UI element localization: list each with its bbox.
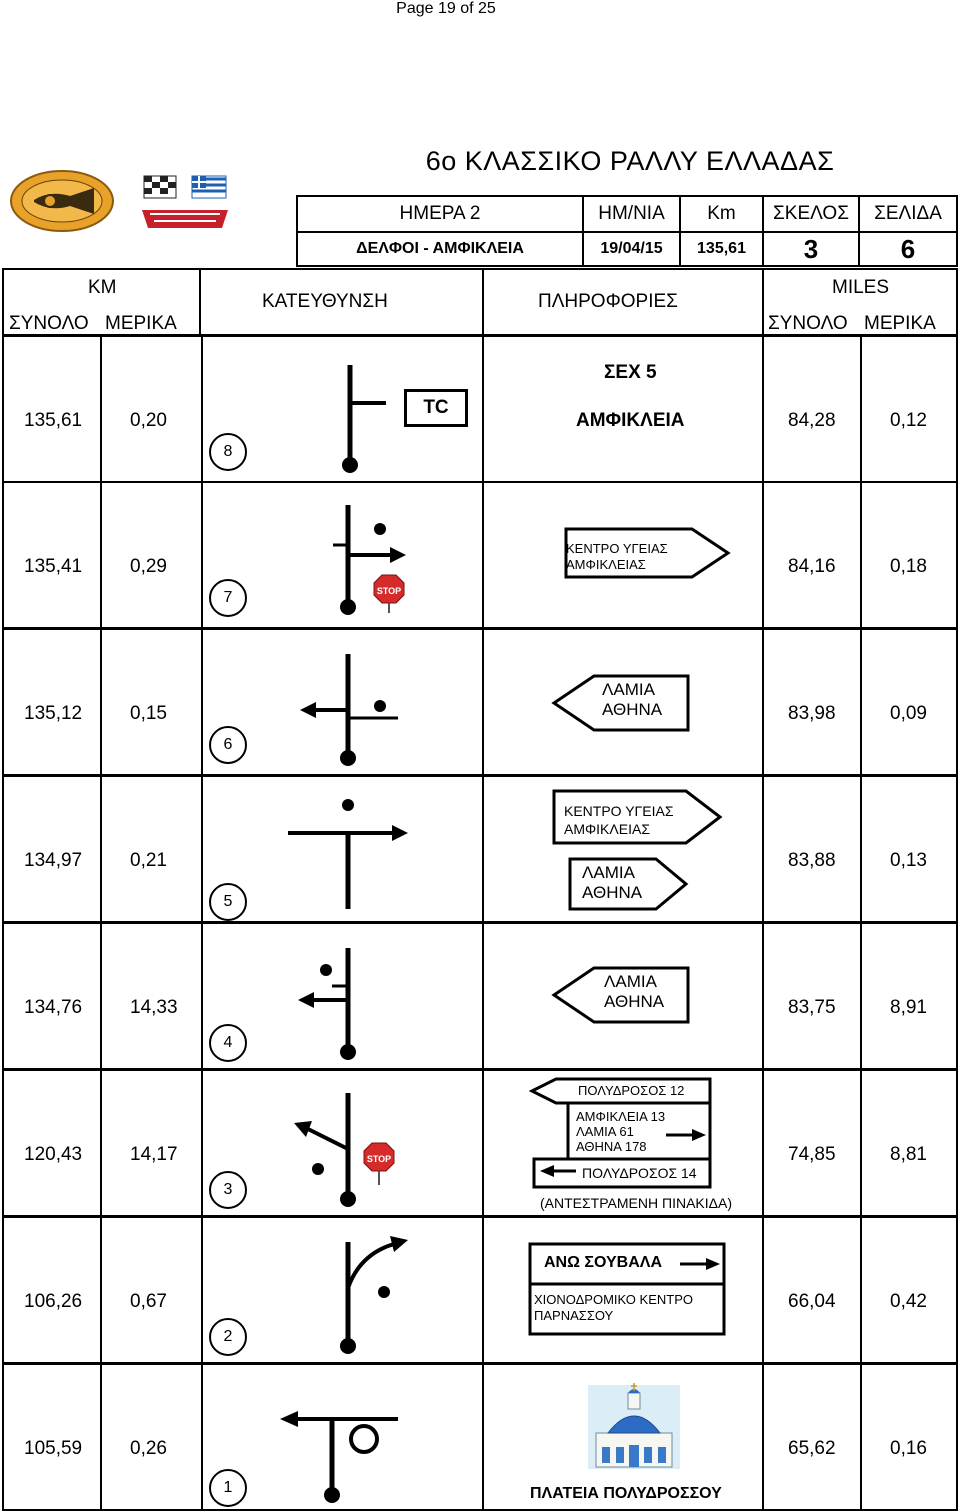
miles-partial: 8,81 — [890, 1144, 927, 1165]
km-total: 135,61 — [24, 410, 83, 431]
miles-partial: 0,42 — [890, 1291, 927, 1312]
miles-partial: 8,91 — [890, 997, 927, 1018]
sign-text: ΧΙΟΝΟΔΡΟΜΙΚΟ ΚΕΝΤΡΟ — [534, 1292, 693, 1307]
tulip-diagram — [214, 924, 474, 1064]
km-header: KM — [88, 277, 117, 298]
step-badge: 8 — [209, 433, 247, 471]
km-total: 120,43 — [24, 1144, 83, 1165]
sign-text: ΑΘΗΝΑ — [604, 992, 665, 1011]
document-title: 6o ΚΛΑΣΣΙΚΟ ΡΑΛΛΥ ΕΛΛΑΔΑΣ — [425, 146, 835, 176]
caption-text: ΠΛΑΤΕΙΑ ΠΟΛΥΔΡΟΣΣΟΥ — [530, 1485, 722, 1502]
sign-text: ΑΜΦΙΚΛΕΙΑ 13 — [576, 1109, 666, 1124]
svg-text:STOP: STOP — [376, 586, 402, 596]
step-badge: 1 — [209, 1469, 247, 1507]
sign-text: ΛΑΜΙΑ — [604, 972, 657, 991]
club-logo-left — [10, 170, 116, 232]
miles-total: 83,98 — [788, 703, 836, 724]
miles-total: 83,88 — [788, 850, 836, 871]
sign-text: ΑΘΗΝΑ 178 — [576, 1139, 647, 1154]
roadbook-grid — [2, 336, 958, 1510]
note-text: (ΑΝΤΕΣΤΡΑΜΕΝΗ ΠΙΝΑΚΙΔΑ) — [540, 1195, 732, 1211]
page-label: ΣΕΛΙΔΑ — [858, 197, 956, 231]
miles-total: 66,04 — [788, 1291, 836, 1312]
tulip-diagram — [214, 630, 474, 770]
roadbook-row — [2, 482, 958, 629]
sign-text: ΠΟΛΥΔΡΟΣΟΣ 14 — [582, 1165, 697, 1181]
church-icon — [588, 1385, 680, 1469]
sign-text: ΑΘΗΝΑ — [582, 883, 643, 902]
roadbook-row — [2, 776, 958, 923]
tulip-diagram — [214, 1218, 474, 1358]
sign-text: ΠΑΡΝΑΣΣΟΥ — [534, 1308, 614, 1323]
time-control-box: TC — [404, 389, 468, 427]
km-partial: 0,21 — [130, 850, 167, 871]
route-value: ΔΕΛΦΟΙ - ΑΜΦΙΚΛΕΙΑ — [356, 240, 524, 257]
day-label: ΗΜΕΡΑ 2 — [399, 203, 481, 224]
sign-text: ΛΑΜΙΑ — [582, 863, 635, 882]
km-total: 106,26 — [24, 1291, 83, 1312]
stop-sign-icon — [372, 573, 406, 613]
sign-text: ΑΝΩ ΣΟΥΒΑΛΑ — [544, 1254, 662, 1271]
sign-text: ΑΜΦΙΚΛΕΙΑΣ — [566, 557, 646, 572]
svg-text:STOP: STOP — [366, 1154, 392, 1164]
date-label: ΗΜ/ΝΙΑ — [582, 197, 679, 231]
sign-text: ΛΑΜΙΑ — [602, 680, 655, 699]
miles-partial: 0,12 — [890, 410, 927, 431]
date-value: 19/04/15 — [582, 233, 679, 265]
km-partial: 0,29 — [130, 556, 167, 577]
miles-total: 74,85 — [788, 1144, 836, 1165]
km-partial: 14,17 — [130, 1144, 178, 1165]
miles-partial-header: ΜΕΡΙΚΑ — [864, 313, 936, 334]
tulip-diagram — [214, 777, 474, 917]
km-label: Km — [679, 197, 762, 231]
stage-info-table — [296, 195, 958, 267]
km-total: 105,59 — [24, 1438, 83, 1459]
info-header: ΠΛΗΡΟΦΟΡΙΕΣ — [538, 291, 678, 312]
km-value: 135,61 — [679, 233, 762, 265]
info-text: ΑΜΦΙΚΛΕΙΑ — [576, 410, 685, 431]
step-badge: 2 — [209, 1318, 247, 1356]
km-partial: 14,33 — [130, 997, 178, 1018]
section-label: ΣΚΕΛΟΣ — [762, 197, 858, 231]
sign-text: ΚΕΝΤΡΟ ΥΓΕΙΑΣ — [566, 541, 668, 556]
miles-total-header: ΣΥΝΟΛΟ — [768, 313, 848, 334]
sign-text: ΠΟΛΥΔΡΟΣΟΣ 12 — [578, 1083, 685, 1098]
step-badge: 4 — [209, 1024, 247, 1062]
sign-text: ΛΑΜΙΑ 61 — [576, 1124, 634, 1139]
step-badge: 6 — [209, 726, 247, 764]
sign-text: ΑΜΦΙΚΛΕΙΑΣ — [564, 821, 650, 837]
km-total: 134,76 — [24, 997, 83, 1018]
roadbook-row — [2, 1364, 958, 1511]
step-badge: 5 — [209, 883, 247, 921]
km-partial: 0,15 — [130, 703, 167, 724]
roadbook-row — [2, 923, 958, 1070]
roadbook-row — [2, 1217, 958, 1364]
tulip-diagram — [214, 1365, 474, 1505]
page-value: 6 — [858, 233, 956, 265]
roadbook-row — [2, 336, 958, 483]
km-total: 134,97 — [24, 850, 83, 871]
direction-header: ΚΑΤΕΥΘΥΝΣΗ — [262, 291, 388, 312]
miles-header: MILES — [832, 277, 890, 298]
km-partial: 0,67 — [130, 1291, 167, 1312]
step-badge: 7 — [209, 579, 247, 617]
roadbook-row — [2, 629, 958, 776]
page-number: Page 19 of 25 — [396, 0, 496, 17]
miles-total: 84,28 — [788, 410, 836, 431]
sign-text: ΚΕΝΤΡΟ ΥΓΕΙΑΣ — [564, 803, 674, 819]
km-total: 135,41 — [24, 556, 83, 577]
miles-total: 83,75 — [788, 997, 836, 1018]
tulip-diagram — [214, 1071, 474, 1211]
miles-partial: 0,18 — [890, 556, 927, 577]
info-text: ΣΕΧ 5 — [604, 362, 657, 383]
column-header — [2, 268, 958, 336]
miles-partial: 0,09 — [890, 703, 927, 724]
km-total: 135,12 — [24, 703, 83, 724]
stop-sign-icon — [362, 1141, 396, 1185]
km-total-header: ΣΥΝΟΛΟ — [9, 313, 89, 334]
tulip-diagram — [214, 483, 474, 623]
km-partial: 0,26 — [130, 1438, 167, 1459]
step-badge: 3 — [209, 1171, 247, 1209]
roadbook-row — [2, 1070, 958, 1217]
section-value: 3 — [762, 233, 858, 265]
km-partial-header: ΜΕΡΙΚΑ — [105, 313, 177, 334]
sports-car-club-logo — [136, 170, 234, 234]
miles-total: 65,62 — [788, 1438, 836, 1459]
sign-text: ΑΘΗΝΑ — [602, 700, 663, 719]
miles-partial: 0,13 — [890, 850, 927, 871]
miles-total: 84,16 — [788, 556, 836, 577]
miles-partial: 0,16 — [890, 1438, 927, 1459]
km-partial: 0,20 — [130, 410, 167, 431]
